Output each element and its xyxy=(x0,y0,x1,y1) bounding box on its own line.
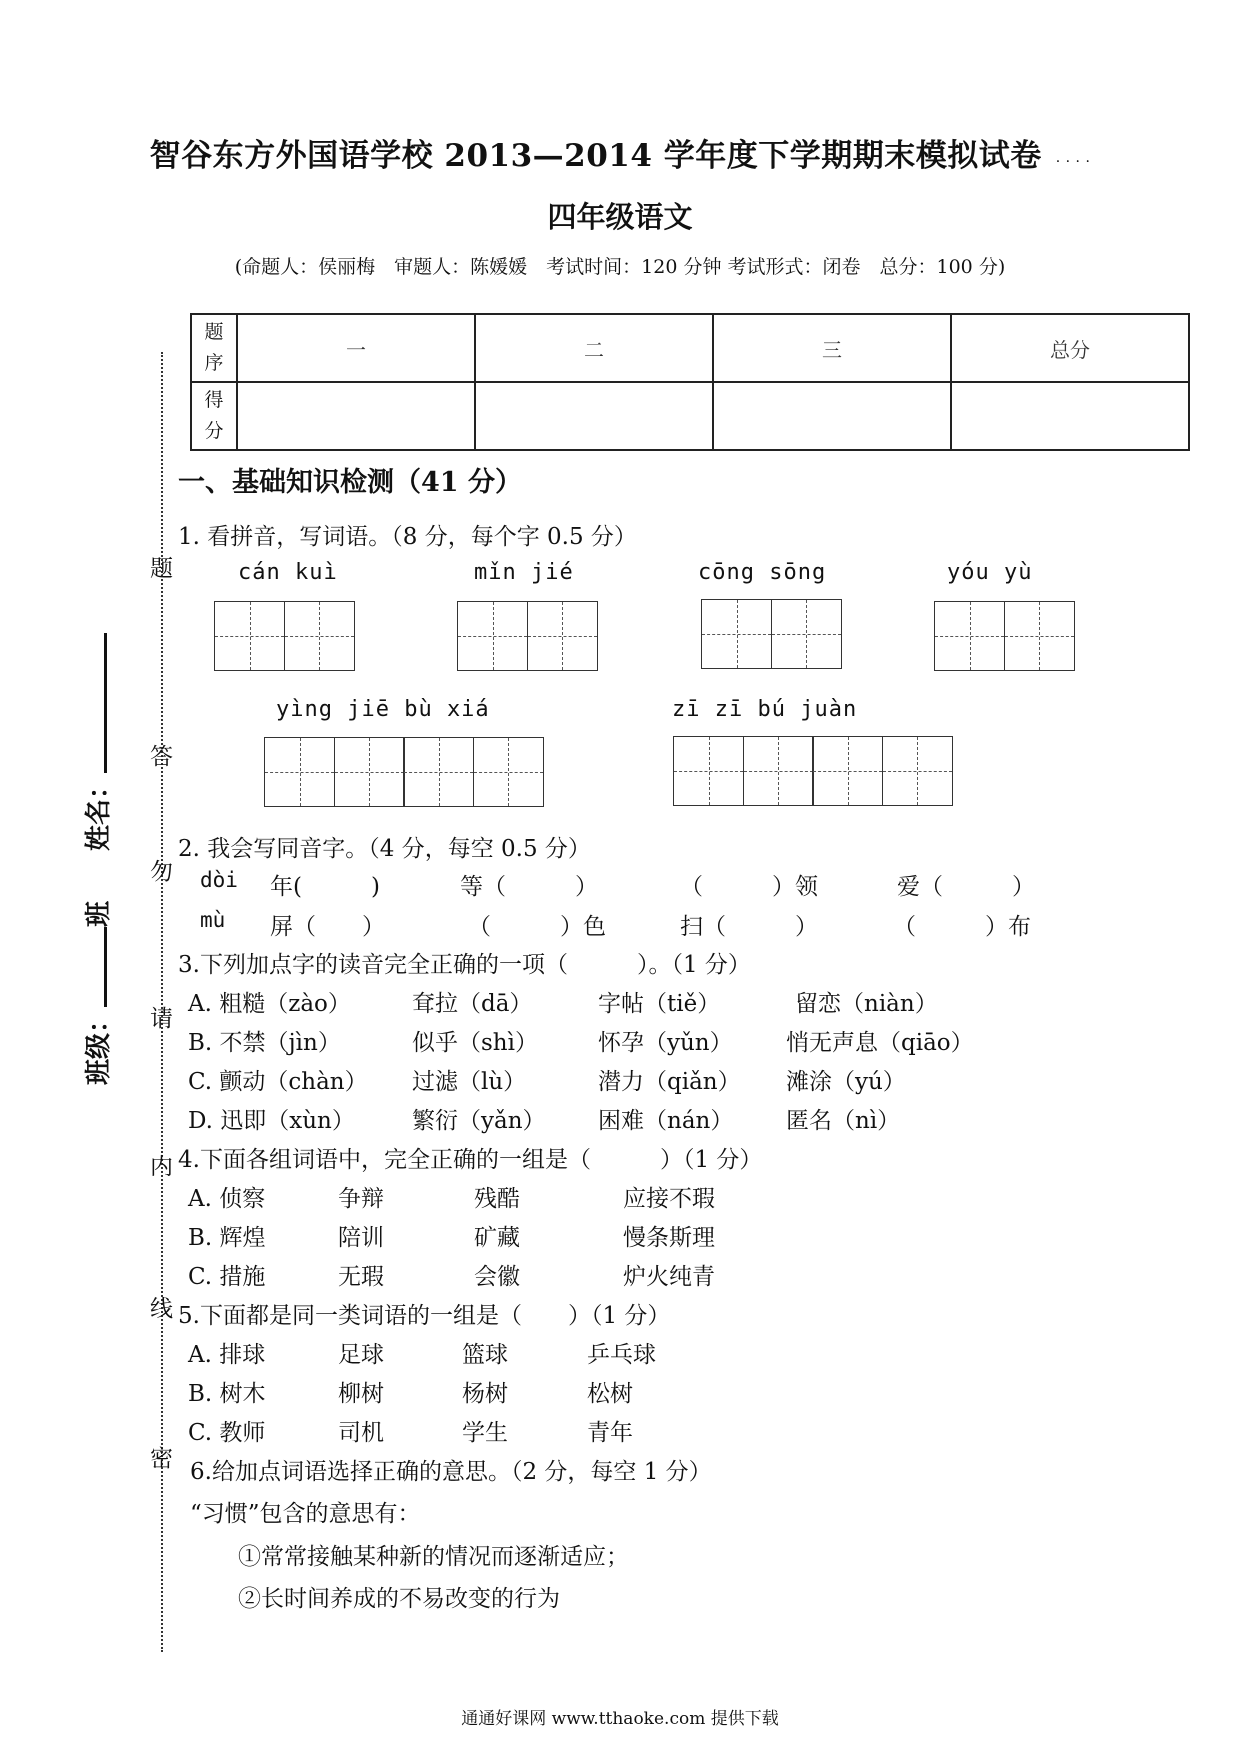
option-item: 繁衍（yǎn） xyxy=(412,1108,546,1134)
option-item: 无瑕 xyxy=(338,1264,384,1290)
option-item[interactable]: A. 侦察 xyxy=(188,1186,266,1212)
option-item: 慢条斯理 xyxy=(623,1225,715,1251)
option-item: 怀孕（yǔn） xyxy=(598,1030,733,1056)
char-grid[interactable] xyxy=(214,601,353,671)
option-item: 松树 xyxy=(587,1381,633,1407)
section-heading: 一、基础知识检测（41 分） xyxy=(178,467,522,498)
score-cell[interactable] xyxy=(951,382,1189,450)
binding-char: 答 xyxy=(150,744,173,770)
binding-char: 线 xyxy=(150,1296,173,1322)
char-grid[interactable] xyxy=(934,601,1073,671)
score-cell[interactable] xyxy=(237,382,475,450)
option-item[interactable]: C. 教师 xyxy=(188,1420,266,1446)
option-item: 应接不瑕 xyxy=(623,1186,715,1212)
option-item: 潜力（qiǎn） xyxy=(598,1069,741,1095)
pinyin-label: yìng jiē bù xiá xyxy=(276,697,490,722)
class-label: 班级： xyxy=(84,1006,114,1085)
option-item: 过滤（lù） xyxy=(412,1069,527,1095)
option-item[interactable]: B. 辉煌 xyxy=(188,1225,266,1251)
option-item[interactable]: B. 不禁（jìn） xyxy=(188,1030,341,1056)
question-6-prompt: 6.给加点词语选择正确的意思。（2 分，每空 1 分） xyxy=(190,1459,712,1485)
option-item[interactable]: A. 排球 xyxy=(188,1342,266,1368)
score-cell[interactable] xyxy=(713,382,951,450)
score-table-header: 三 xyxy=(713,314,951,382)
question-2-prompt: 2. 我会写同音字。（4 分，每空 0.5 分） xyxy=(178,836,591,862)
score-table-row-label: 得 分 xyxy=(191,382,237,450)
name-label: 姓名： xyxy=(84,772,114,851)
binding-char: 勿 xyxy=(150,859,173,885)
option-item: 篮球 xyxy=(462,1342,508,1368)
option-item: 乒乓球 xyxy=(587,1342,656,1368)
option-item: 留恋（niàn） xyxy=(795,991,938,1017)
option-item[interactable]: B. 树木 xyxy=(188,1381,266,1407)
option-item: 滩涂（yú） xyxy=(786,1069,906,1095)
option-item: 青年 xyxy=(587,1420,633,1446)
pinyin-label: zī zī bú juàn xyxy=(672,697,858,722)
option-item: 炉火纯青 xyxy=(623,1264,715,1290)
blank-item[interactable]: （ ）领 xyxy=(680,874,818,900)
binding-char: 密 xyxy=(150,1446,173,1472)
pinyin-label: yóu yù xyxy=(947,560,1033,585)
option-item: 争辩 xyxy=(338,1186,384,1212)
option-item: 残酷 xyxy=(474,1186,520,1212)
option-item: 似乎（shì） xyxy=(412,1030,538,1056)
option-item: 学生 xyxy=(462,1420,508,1446)
char-grid[interactable] xyxy=(701,599,840,669)
char-grid[interactable] xyxy=(264,737,542,807)
score-table xyxy=(190,313,1190,451)
exam-title: 智谷东方外国语学校 2013—2014 学年度下学期期末模拟试卷 · · · · xyxy=(149,138,1091,174)
blank-item[interactable]: 爱（ ） xyxy=(897,874,1035,900)
blank-item[interactable]: 等（ ） xyxy=(460,874,598,900)
pinyin-label: cōng sōng xyxy=(698,560,827,585)
option-item: 悄无声息（qiāo） xyxy=(786,1030,974,1056)
option-item: 字帖（tiě） xyxy=(598,991,721,1017)
pinyin-label: mù xyxy=(200,908,226,932)
pinyin-label: cán kuì xyxy=(238,560,338,585)
option-item: 匿名（nì） xyxy=(786,1108,901,1134)
class-field[interactable] xyxy=(78,772,118,1095)
blank-item[interactable]: 屏（ ） xyxy=(270,914,385,940)
meaning-item: ②长时间养成的不易改变的行为 xyxy=(238,1586,560,1612)
question-6-lead: “习惯”包含的意思有： xyxy=(190,1501,421,1527)
blank-item[interactable]: （ ）布 xyxy=(893,914,1031,940)
class-suffix: 班 xyxy=(84,900,114,927)
option-item: 耷拉（dā） xyxy=(412,991,533,1017)
exam-subtitle: 四年级语文 xyxy=(547,200,693,234)
option-item: 司机 xyxy=(338,1420,384,1446)
option-item: 陪训 xyxy=(338,1225,384,1251)
pinyin-label: mǐn jié xyxy=(474,560,574,585)
footer-credit: 通通好课网 www.tthaoke.com 提供下载 xyxy=(461,1709,779,1729)
option-item: 足球 xyxy=(338,1342,384,1368)
option-item: 会徽 xyxy=(474,1264,520,1290)
question-4-prompt: 4.下面各组词语中，完全正确的一组是（ ）（1 分） xyxy=(178,1147,763,1173)
exam-info: (命题人：侯丽梅 审题人：陈媛媛 考试时间：120 分钟 考试形式：闭卷 总分：100 分) xyxy=(234,256,1006,278)
option-item[interactable]: C. 颤动（chàn） xyxy=(188,1069,368,1095)
score-cell[interactable] xyxy=(475,382,713,450)
question-3-prompt: 3.下列加点字的读音完全正确的一项（ ）。（1 分） xyxy=(178,952,751,978)
char-grid[interactable] xyxy=(673,736,951,806)
meaning-item: ①常常接触某种新的情况而逐渐适应； xyxy=(238,1544,629,1570)
option-item: 困难（nán） xyxy=(598,1108,734,1134)
question-1-prompt: 1. 看拼音，写词语。（8 分，每个字 0.5 分） xyxy=(178,524,637,550)
option-item[interactable]: A. 粗糙（zào） xyxy=(188,991,351,1017)
blank-item[interactable]: 扫（ ） xyxy=(680,914,818,940)
option-item: 矿藏 xyxy=(474,1225,520,1251)
blank-item[interactable]: 年( ) xyxy=(270,874,380,900)
score-table-header: 二 xyxy=(475,314,713,382)
score-table-row-label: 题 序 xyxy=(191,314,237,382)
pinyin-label: dòi xyxy=(200,868,238,892)
option-item[interactable]: C. 措施 xyxy=(188,1264,266,1290)
score-table-header: 总分 xyxy=(951,314,1189,382)
option-item: 杨树 xyxy=(462,1381,508,1407)
binding-char: 内 xyxy=(150,1154,173,1180)
binding-char: 题 xyxy=(150,556,173,582)
binding-char: 请 xyxy=(150,1006,173,1032)
option-item[interactable]: D. 迅即（xùn） xyxy=(188,1108,355,1134)
question-5-prompt: 5.下面都是同一类词语的一组是（ ）（1 分） xyxy=(178,1303,671,1329)
score-table-header: 一 xyxy=(237,314,475,382)
option-item: 柳树 xyxy=(338,1381,384,1407)
char-grid[interactable] xyxy=(457,601,596,671)
blank-item[interactable]: （ ）色 xyxy=(468,914,606,940)
